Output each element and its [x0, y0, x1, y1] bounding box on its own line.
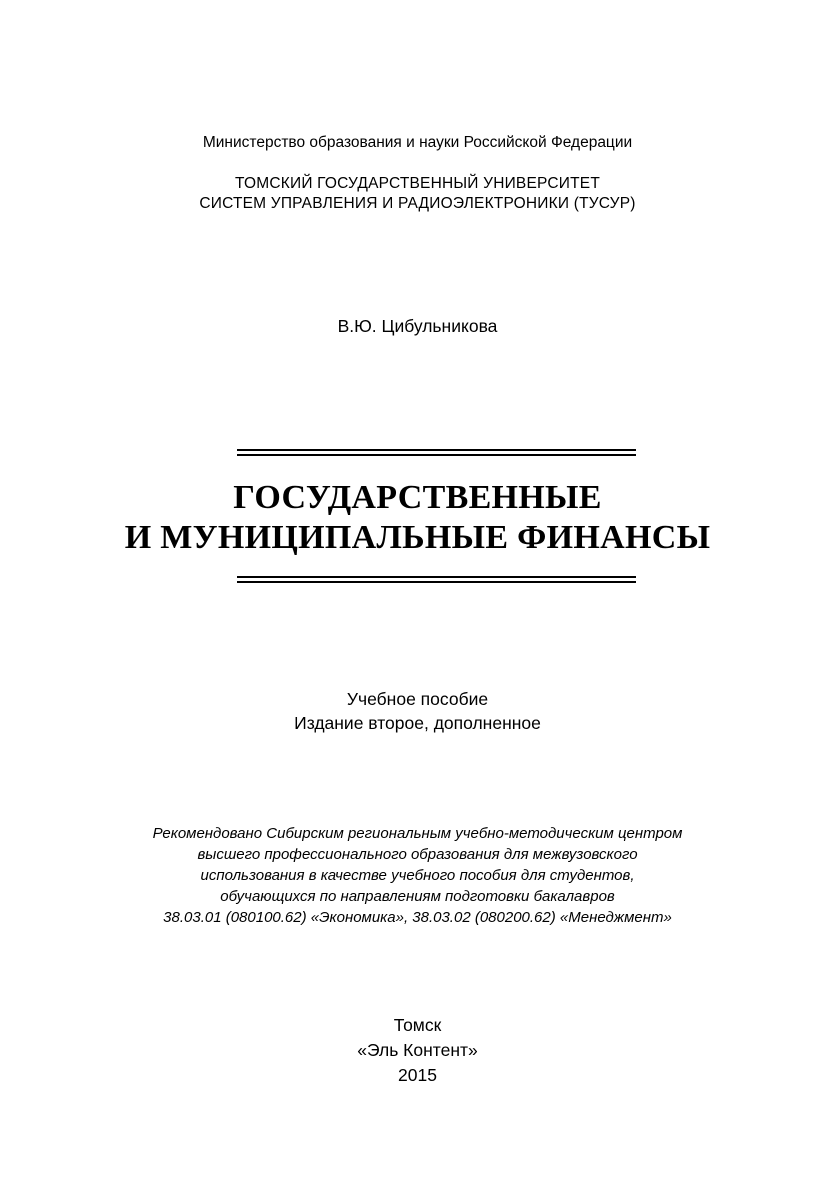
imprint-publisher: «Эль Контент» [357, 1040, 478, 1060]
university-name-line-2: СИСТЕМ УПРАВЛЕНИЯ И РАДИОЭЛЕКТРОНИКИ (ТУСУР) [199, 195, 636, 212]
title-rule-bottom [237, 576, 636, 583]
title-rule-top [237, 449, 636, 456]
imprint-city: Томск [393, 1015, 442, 1035]
book-title-line-2: И МУНИЦИПАЛЬНЫЕ ФИНАНСЫ [124, 519, 711, 556]
edition-info: Издание второе, дополненное [294, 713, 541, 733]
ministry-name: Министерство образования и науки Российской Федерации [202, 134, 633, 151]
recommendation-line: высшего профессионального образования для межвузовского [197, 846, 638, 863]
recommendation-line: использования в качестве учебного пособия для студентов, [200, 867, 635, 884]
book-title-line-1: ГОСУДАРСТВЕННЫЕ [233, 479, 602, 516]
imprint-year: 2015 [398, 1065, 437, 1085]
recommendation-line: Рекомендовано Сибирским региональным учебно-методическим центром [152, 825, 683, 842]
university-name-line-1: ТОМСКИЙ ГОСУДАРСТВЕННЫЙ УНИВЕРСИТЕТ [235, 175, 600, 192]
recommendation-line: 38.03.01 (080100.62) «Экономика», 38.03.02 (080200.62) «Менеджмент» [163, 909, 672, 926]
publication-type: Учебное пособие [346, 689, 489, 709]
author-name: В.Ю. Цибульникова [337, 316, 498, 336]
recommendation-line: обучающихся по направлениям подготовки бакалавров [220, 888, 615, 905]
